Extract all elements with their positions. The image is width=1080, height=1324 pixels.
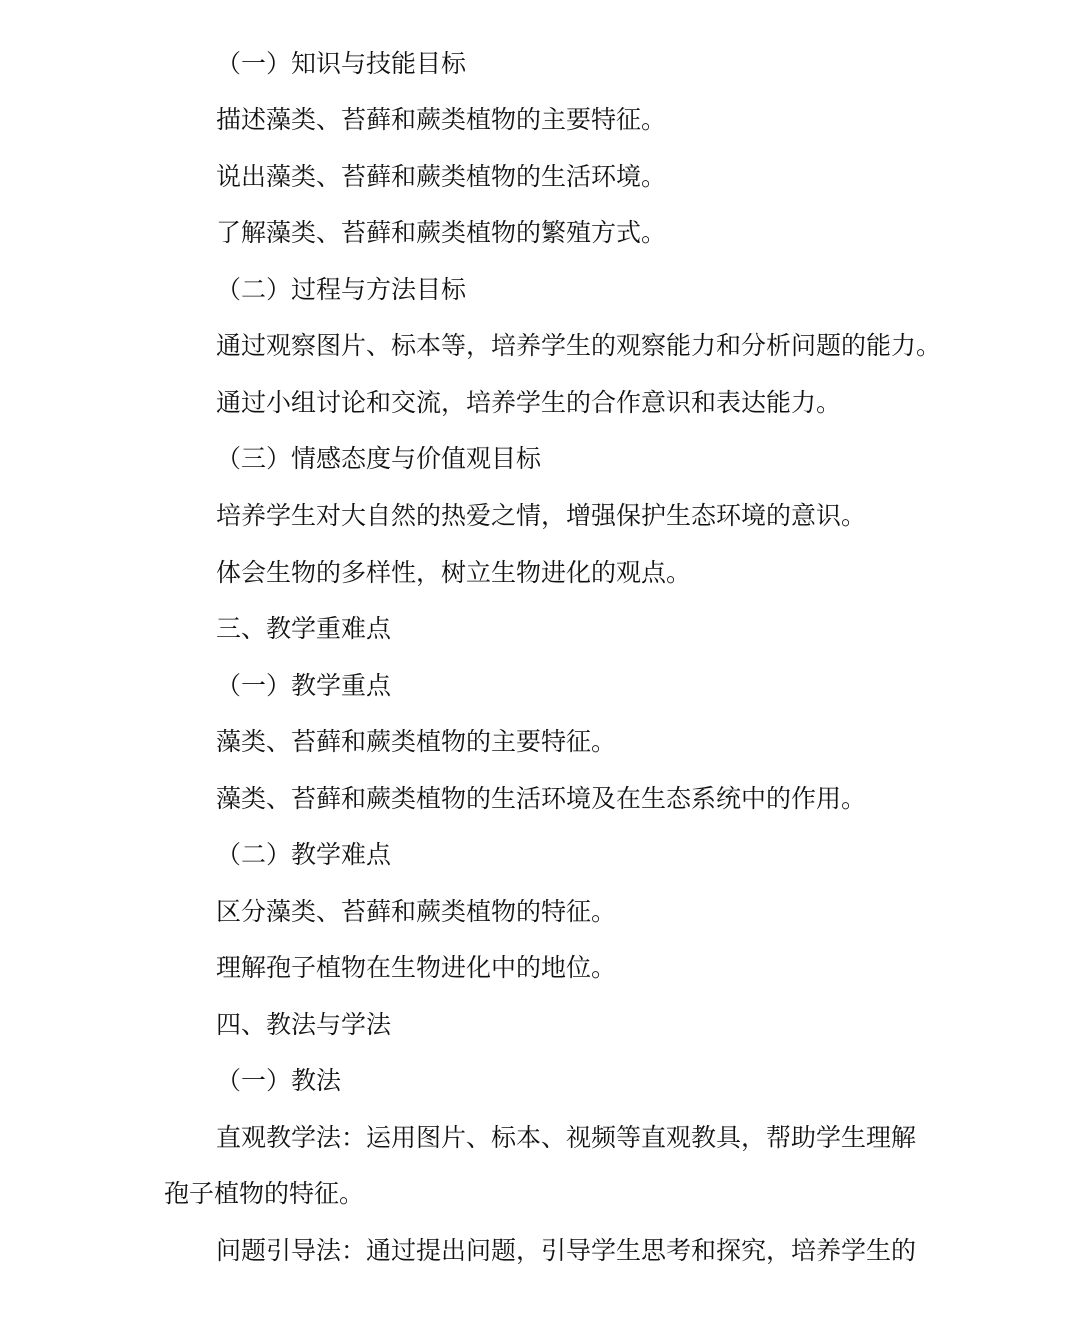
section-heading-key-difficult-points: 三、教学重难点 bbox=[216, 614, 392, 643]
paragraph-line: 藻类、苔藓和蕨类植物的主要特征。 bbox=[216, 727, 617, 756]
section-heading-knowledge-skills: （一）知识与技能目标 bbox=[216, 49, 467, 78]
paragraph-line: 藻类、苔藓和蕨类植物的生活环境及在生态系统中的作用。 bbox=[216, 784, 867, 813]
section-heading-teaching-learning-methods: 四、教法与学法 bbox=[216, 1010, 392, 1039]
paragraph-line: 区分藻类、苔藓和蕨类植物的特征。 bbox=[216, 897, 617, 926]
section-heading-process-methods: （二）过程与方法目标 bbox=[216, 275, 467, 304]
paragraph-line-continuation: 孢子植物的特征。 bbox=[164, 1179, 365, 1208]
paragraph-line: 直观教学法：运用图片、标本、视频等直观教具，帮助学生理解 bbox=[216, 1123, 917, 1152]
subsection-heading-difficult-points: （二）教学难点 bbox=[216, 840, 392, 869]
section-heading-emotions-values: （三）情感态度与价值观目标 bbox=[216, 444, 542, 473]
subsection-heading-key-points: （一）教学重点 bbox=[216, 671, 392, 700]
paragraph-line: 体会生物的多样性，树立生物进化的观点。 bbox=[216, 558, 692, 587]
paragraph-line: 通过小组讨论和交流，培养学生的合作意识和表达能力。 bbox=[216, 388, 842, 417]
paragraph-line: 说出藻类、苔藓和蕨类植物的生活环境。 bbox=[216, 162, 667, 191]
paragraph-line: 描述藻类、苔藓和蕨类植物的主要特征。 bbox=[216, 105, 667, 134]
subsection-heading-teaching-methods: （一）教法 bbox=[216, 1066, 342, 1095]
paragraph-line: 理解孢子植物在生物进化中的地位。 bbox=[216, 953, 617, 982]
paragraph-line: 问题引导法：通过提出问题，引导学生思考和探究，培养学生的 bbox=[216, 1236, 917, 1265]
paragraph-line: 培养学生对大自然的热爱之情，增强保护生态环境的意识。 bbox=[216, 501, 867, 530]
paragraph-line: 了解藻类、苔藓和蕨类植物的繁殖方式。 bbox=[216, 218, 667, 247]
paragraph-line: 通过观察图片、标本等，培养学生的观察能力和分析问题的能力。 bbox=[216, 331, 942, 360]
